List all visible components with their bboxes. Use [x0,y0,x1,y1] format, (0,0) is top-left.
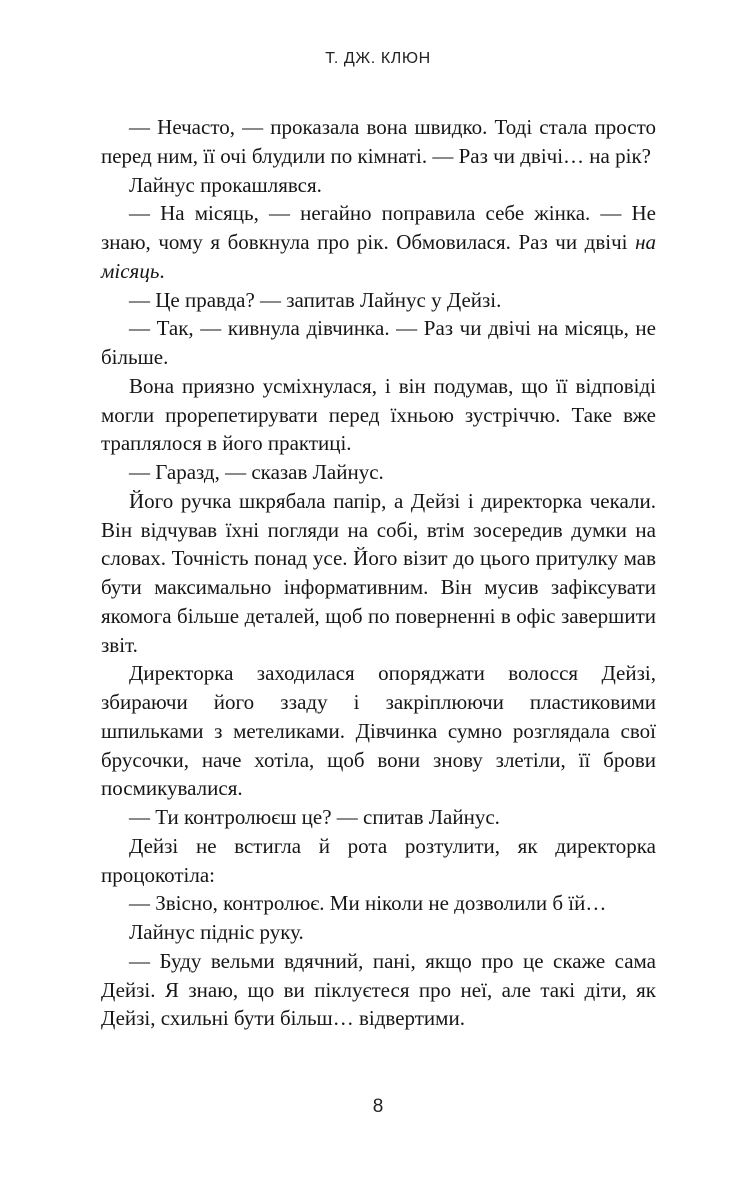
running-head: Т. ДЖ. КЛЮН [325,50,431,67]
paragraph-text: — На місяць, — негайно поправила себе жінка. — Не знаю, чому я бовкнула про рік. Обмовилася. Раз чи двічі [101,201,656,254]
paragraph: — Ти контролюєш це? — спитав Лайнус. [129,805,500,829]
paragraph: Лайнус підніс руку. [129,920,304,944]
paragraph: — Звісно, контролює. Ми ніколи не дозволили б їй… [129,891,607,916]
body-text [101,113,656,1033]
paragraph: Вона приязно усміхнулася, і він подумав, що її відповіді могли прорепетирувати перед їхньою зустріччю. Таке вже траплялося в його практиці. [101,373,656,456]
paragraph: — Гаразд, — сказав Лайнус. [129,460,384,484]
paragraph [101,199,656,285]
paragraph: — Так, — кивнула дівчинка. — Раз чи двічі на місяць, не більше. [101,316,656,369]
italic-emphasis: на місяць [101,230,656,283]
paragraph: Лайнус прокашлявся. [129,172,322,197]
paragraph-end: . [159,258,165,283]
paragraph: — Це правда? — запитав Лайнус у Дейзі. [129,287,502,312]
paragraph: — Буду вельми вдячний, пані, якщо про це скаже сама Дейзі. Я знаю, що ви піклуєтеся про неї, але такі діти, як Дейзі, схильні бути більш… відвертими. [101,948,656,1031]
paragraph: Дейзі не встигла й рота розтулити, як директорка процокотіла: [101,833,656,887]
page-number: 8 [372,1096,384,1117]
paragraph: Його ручка шкрябала папір, а Дейзі і директорка чекали. Він відчував їхні погляди на собі, втім зосередив думки на словах. Точність понад усе. Його візит до цього притулку мав бути максимально інформативним. Він мусив зафіксувати якомога більше деталей, щоб по поверненні в офіс завершити звіт. [101,488,656,657]
paragraph: — Нечасто, — проказала вона швидко. Тоді стала просто перед ним, її очі блудили по кімнаті. — Раз чи двічі… на рік? [101,115,656,168]
paragraph: Директорка заходилася опоряджати волосся Дейзі, збираючи його ззаду і закріплюючи пластиковими шпильками з метеликами. Дівчинка сумно розглядала свої брусочки, наче хотіла, щоб вони знову злетіли, її брови посмикувалися. [101,661,656,801]
